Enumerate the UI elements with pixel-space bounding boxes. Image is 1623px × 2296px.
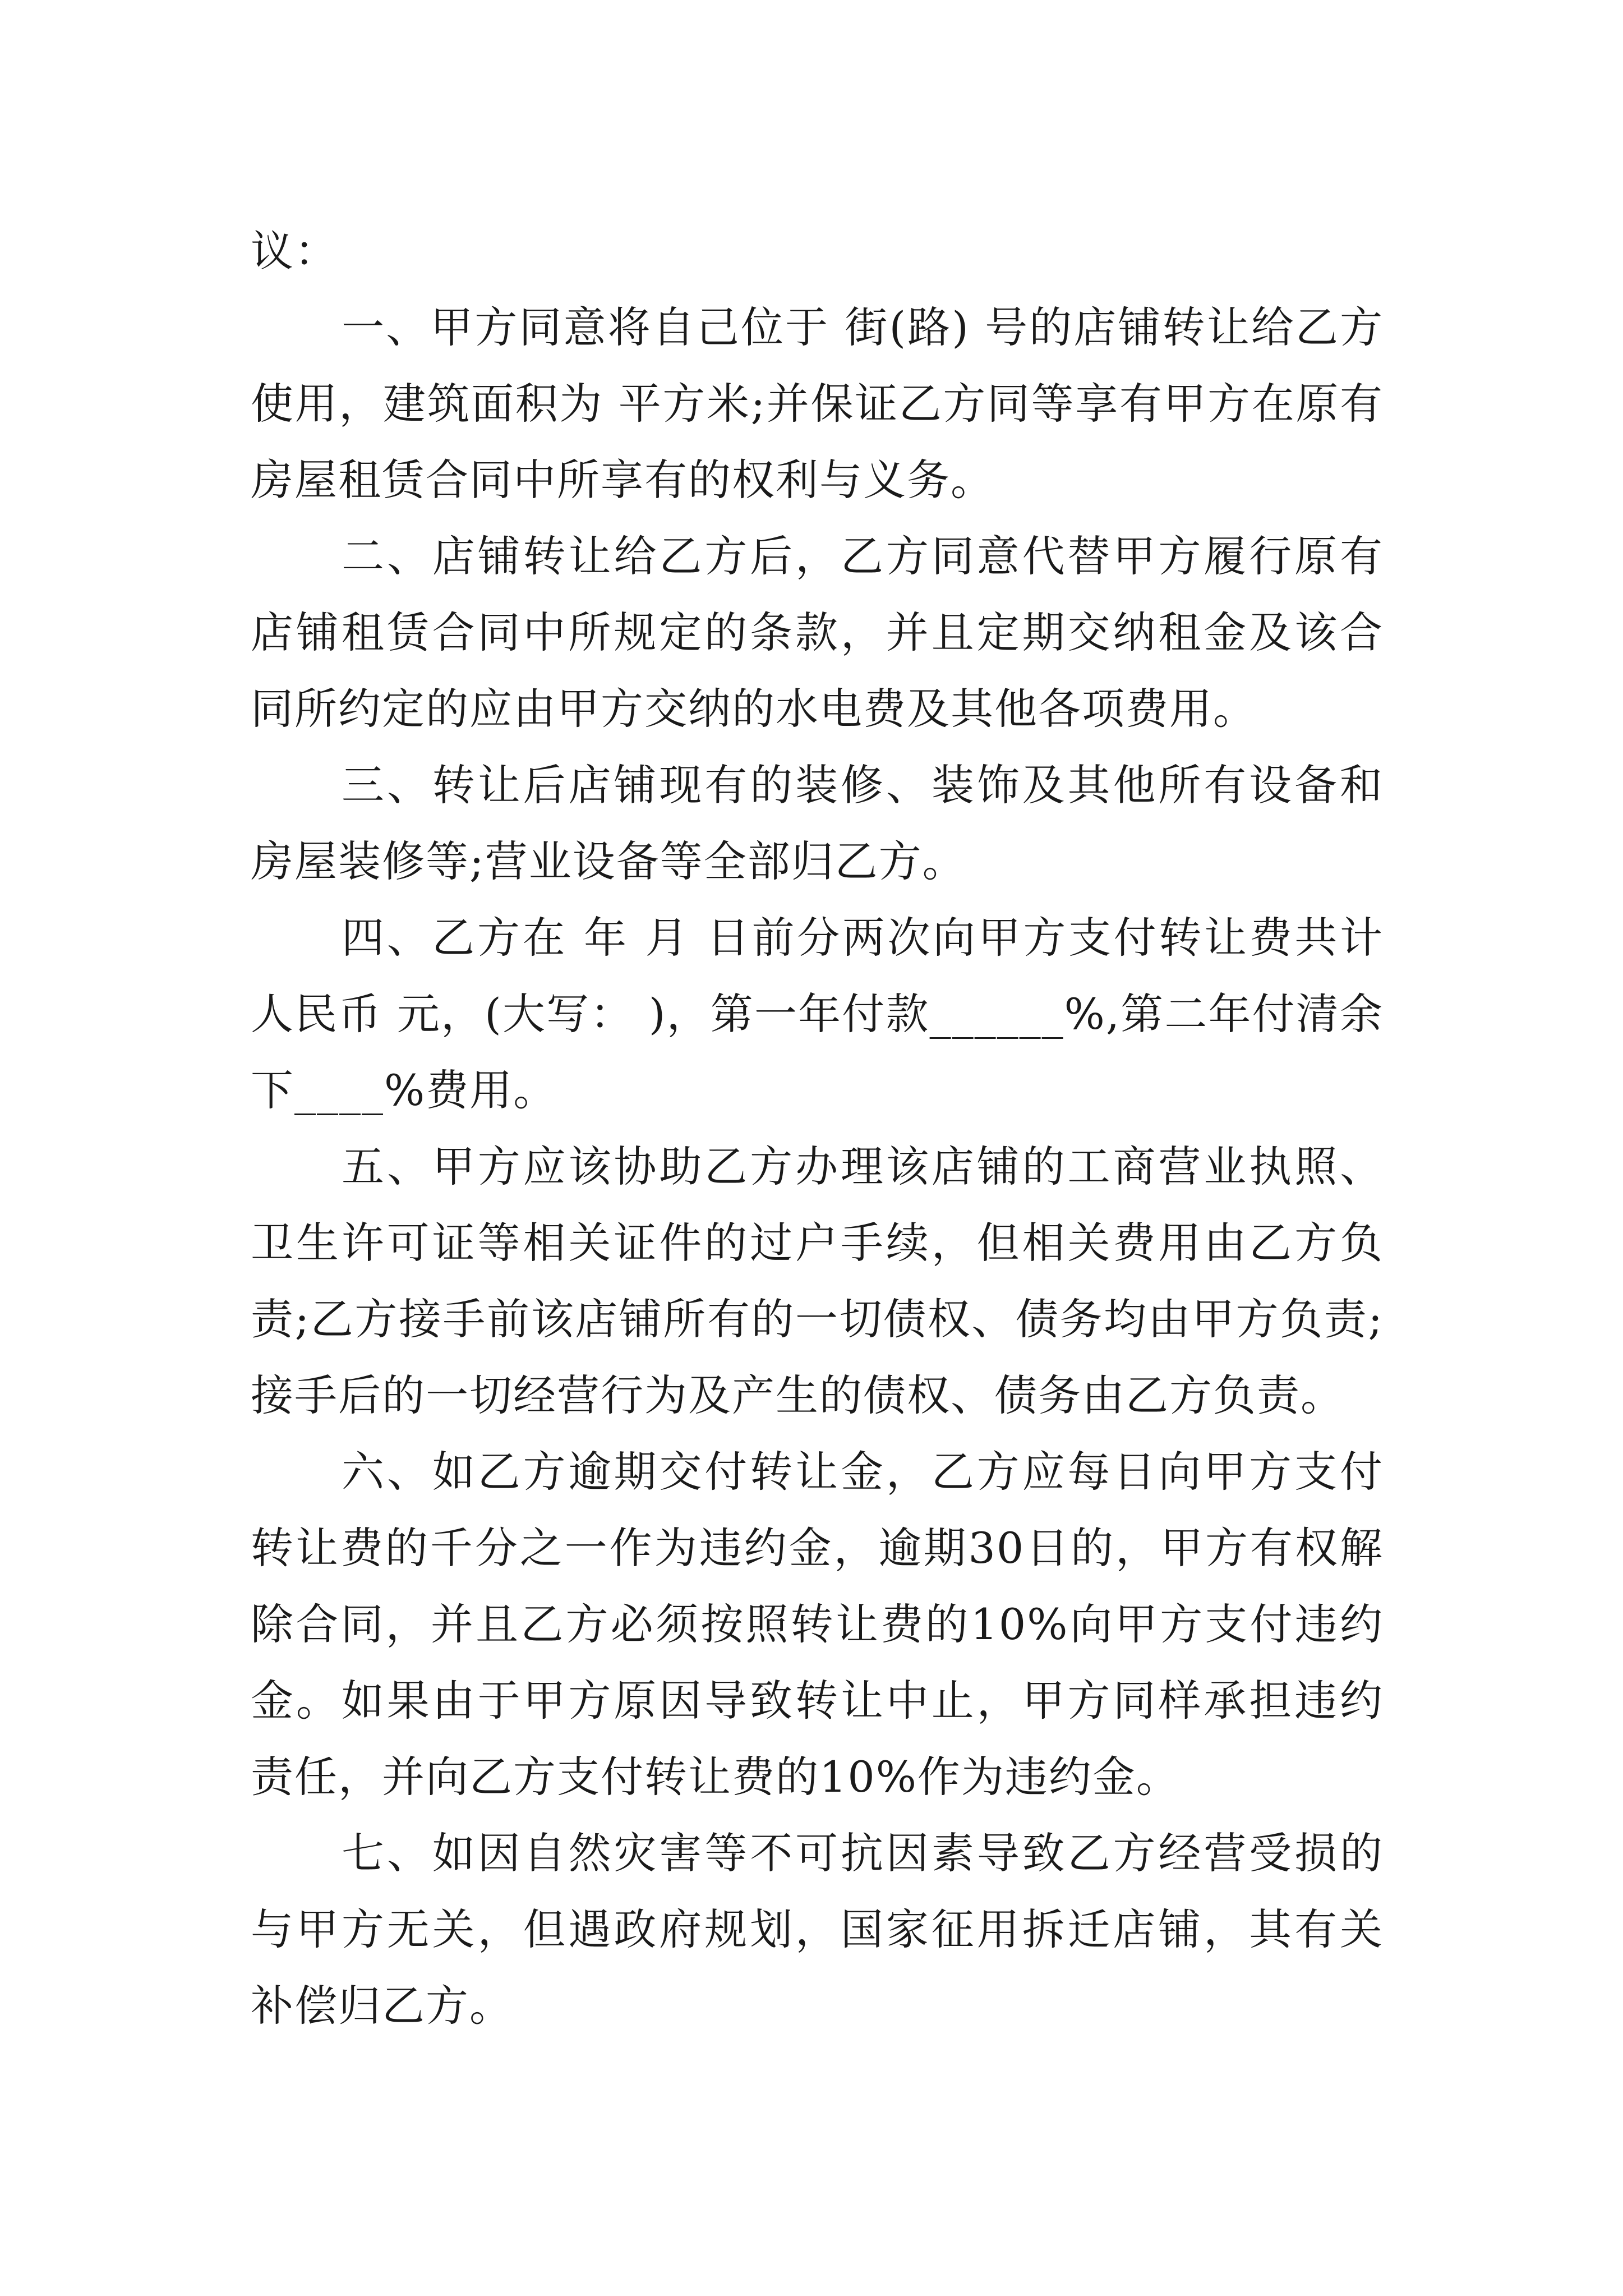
clause-4: 四、乙方在 年 月 日前分两次向甲方支付转让费共计人民币 元，(大写： )，第一年付款______%,第二年付清余下____%费用。 — [251, 913, 1384, 1115]
paragraph-continuation: 议： — [251, 226, 338, 276]
clause-2: 二、店铺转让给乙方后，乙方同意代替甲方履行原有店铺租赁合同中所规定的条款，并且定期交纳租金及该合同所约定的应由甲方交纳的水电费及其他各项费用。 — [251, 531, 1384, 734]
clause-7: 七、如因自然灾害等不可抗因素导致乙方经营受损的与甲方无关，但遇政府规划，国家征用拆迁店铺，其有关补偿归乙方。 — [251, 1828, 1384, 2031]
document-body — [251, 213, 1384, 2044]
clause-5: 五、甲方应该协助乙方办理该店铺的工商营业执照、卫生许可证等相关证件的过户手续，但相关费用由乙方负责;乙方接手前该店铺所有的一切债权、债务均由甲方负责;接手后的一切经营行为及产生的债权、债务由乙方负责。 — [251, 1142, 1384, 1420]
clause-6: 六、如乙方逾期交付转让金，乙方应每日向甲方支付转让费的千分之一作为违约金，逾期30日的，甲方有权解除合同，并且乙方必须按照转让费的10%向甲方支付违约金。如果由于甲方原因导致转让中止，甲方同样承担违约责任，并向乙方支付转让费的10%作为违约金。 — [251, 1447, 1384, 1802]
clause-1: 一、甲方同意将自己位于 街(路) 号的店铺转让给乙方使用，建筑面积为 平方米;并保证乙方同等享有甲方在原有房屋租赁合同中所享有的权利与义务。 — [251, 302, 1384, 505]
clause-3: 三、转让后店铺现有的装修、装饰及其他所有设备和房屋装修等;营业设备等全部归乙方。 — [251, 760, 1384, 886]
